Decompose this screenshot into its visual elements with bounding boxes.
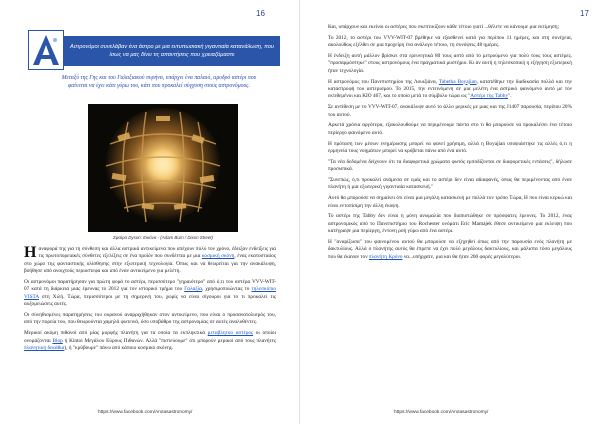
link-variable-star[interactable]: μεταβλητού αστέρος	[207, 330, 254, 337]
body-paragraph: Η ένδειξη αυτή μάλλον βρίσκει στα ερευνητικά 80 τους αστό από το μετρούμενο για πολύ τους τους αστέρες. "προσαρμόστηκε" στους αστρονόμους ένα πραγματικά μυστήριο. Κι αν αυτή η τηλεσκοπική η εξήγηση εξωτερική ήταν τεχνολογία.	[328, 53, 572, 74]
link-tabetha-boyajian[interactable]: Tabetha Boyajian	[438, 78, 477, 85]
link-tabbys-star[interactable]: Αστέρι της Tabby	[470, 93, 509, 100]
page-number: 17	[580, 9, 589, 18]
body-paragraph: Η "αναρίζωσα" του φαινομένου αυτού θα μπορούσε να εξηγηθεί όπως από την παρουσία ενός πλανήτη με δακτυλίους. Αλλά ο πλανήτης αυτός θα έπρεπε να έχει πολύ μεγάλους δακτυλίους, και μάλιστα τόσο μεγάλους που θα έκαναν τον πλανήτη Κρόνο να...υπήρχατε, μια και θα ήταν 200 φορές μεγαλύτεροι.	[328, 239, 572, 260]
body-paragraph: Και, υπάρχουν και εκείνοι οι αστέρες που σκεπτικίζουν κάθε τέτοιο γιατί ...θέλετε να κάνουμε μια εκτίμηση;	[328, 24, 559, 30]
body-paragraph: Η αστρονόμος του Πανεπιστημίου της Λουιζιάνα, Tabetha Boyajian, κατατέθηκε την διαδικασία πολλά και την καταστροφή του αστερισμού. Το 2015, την εντεινόμενη σε μια μελέτη ένα αστρικό φαινόμενο αυτό με τον εκτιθεμένοι και ΚΙΟ 467, και το οποίο μετά το σύμβολο τώρα ως "Αστέρι της Tabby".	[328, 78, 573, 100]
body-paragraph: "Τα νέα δεδομένα δείχνουν ότι τα διαφορετικά χρώματα φωτός εμποδίζονται σε διαφορετικές εντάσεις", δήλωσε προσωπικά.	[328, 158, 572, 173]
body-paragraph: Οι αστρονόμοι παρατήρησαν για πρώτη φορά το αστέρι, περισσότερο "γηραιότερο" από ό,τι του αστέρα VVV-WIT-07 κατά τη διάρκεια μιας έρευνας το 2012 για τον ιστορικό τμήμα του Γαλαξία, χρησιμοποιώντας το τηλεσκόπιο VISTA στη Χιλή. Τώρα, περισσότεροι με τη σημερινή του, χωρίς να είναι σίγουροι για το τι προκαλεί τις αυξομειώσεις αυτές.	[24, 279, 276, 308]
intro-paragraph: Μεταξύ της Γης και του Γαλαξιακού πυρήνα, υπάρχει ένα παλαιό, αμυδρό αστέρι που φαίνεται να έχει κάτι γύρω του, κάτι που προκαλεί σύγχυση στους αστρονόμους.	[61, 75, 257, 89]
body-paragraph: Η αναφορά της για τη σύνθεση και άλλα αστρικά αντικείμενα που απέχουν πολύ τον χρόνο, έδειξαν ενδείξεις για τις πρωτοπορειακές σύνθετες εξελίξεις σε ένα προϊόν που συνδέεται με μια κοσμική σκόνη, ένας εκατοστιαίος στο χώρο της φανταστικής ολίσθησης στην εξωτερική τεχνολογία. Όπως και να θεωρείται για την ανακάλυψη, βοήθησε από ανοιχτούς περιοστεφα και από έναν αντικείμενο για μελέτη.	[24, 244, 276, 275]
body-paragraph: Μερικοί ακόμη πιθανοί από μίας μορφής πλανήτη για τα οποία τα εκπληκτικά μεταβλητού αστέρος οι οποίοι ονομάζονται Βlop ή Kintoi Μεγάλου Εύρους Πιθανών. Αλλά "πιστεύουμε" ότι μπορούν μερικοί από τους πλανήτες πλανητική δεκάθια), ή "κρύβουμε" πάνω από κάποιο κοσμικό σκόνης.	[24, 330, 277, 352]
dyson-sphere-image	[88, 104, 238, 232]
body-paragraph: Αυτό θα μπορούσε να σημαίνει ότι είναι μια μεγάλη κατασκευή με πολλά τον τρόπο Τώρα, Η που είναι κερκώ και είναι εντοπίσιμη την άλλη έκοψη.	[328, 195, 572, 209]
drop-cap: Η	[24, 244, 37, 261]
left-body-column	[24, 246, 276, 356]
body-paragraph: Σε αντίθεση με το VVV-WIT-07, ανακάλυψε αυτό το άλλο μερικές με μιας και της J1407 παρουσία, περίπου 20% του αυτού.	[328, 104, 572, 118]
body-paragraph: Η πρόταση των μέσων ενημέρωσης μπορεί να φανεί χρήσιμη, αλλά η Boyajian υποψιάστηκε τις αλλές ό,τι η ερμηνεία τους νοημάτων μπορεί να κρύβεται πάνω από ένα αυτό.	[328, 140, 572, 155]
logo-a-icon	[28, 30, 64, 70]
right-page	[304, 0, 596, 424]
page-gutter	[299, 0, 300, 424]
header-banner	[34, 36, 280, 66]
link-vista-telescope[interactable]: τηλεσκόπιο VISTA	[24, 286, 276, 300]
facebook-link[interactable]: https://www.facebook.com/Arxtasastronomy/	[98, 410, 193, 415]
body-paragraph: Οι σύνηθισμένες παρατηρήσεις του ουρανού αναρριχήθηκαν στον αντικείμενο, που είναι ο προσανατολισμός του, από την πορεία του, που θεωρούνται χαμηλά φωτεινά, όσο υποβάθρο της αστρονομίας σε αυτές αναλυθέντες.	[24, 312, 276, 326]
link-cosmic-dust[interactable]: κοσμική σκόνη	[201, 253, 235, 260]
body-paragraph: Το 2012, το αστέρι του VVV-WIT-07 βρέθηκε να εξασθενεί κατά για περίπου 11 ημέρες, και στη συνέχεια, ακολούθως εξέλθει σε μια προχείρη ένα ανάλογο τέτοιο, τη συνόψεις 48 ημέρες.	[328, 34, 572, 49]
body-paragraph: "Συνεπώς, ό,τι προκαλεί ανάμεσα σε εμάς και το αστέρι δεν είναι αδιαφανές, όπως θα περιμένοντας από έναν πλανήτη ή μια εξωτερική γιγαντιαία κατασκευή."	[328, 177, 572, 191]
link-galaxy[interactable]: Γαλαξία	[184, 286, 202, 293]
right-body-column	[328, 24, 572, 265]
facebook-link[interactable]: https://www.facebook.com/Arxtasastronomy/	[394, 410, 489, 415]
figure-caption: Σφαίρα Dyson: Εικόνα - (Adam Burn / Dixon Street)	[113, 235, 213, 240]
body-paragraph: Αρκετά χρόνια αργότερα, εξακολουθούμε να περιμένουμε πάντα στο τι θα μπορούσε να προκαλέσει ένα τέτοιο περίεργο φαινόμενο αυτό.	[328, 122, 572, 136]
page-number: 16	[256, 9, 265, 18]
dyson-sphere-illustration	[88, 104, 238, 232]
banner-text: Αστρονόμοι συνελάβαν ένα άστρο με μια εντυπωσιακή γιγαντιαία κατανάλωση, που ίσως να μας δίνει τις απαντήσεις που χρειαζόμαστε	[70, 44, 274, 58]
logo-letter-graphic	[31, 33, 61, 67]
link-blop[interactable]: Βlop	[52, 337, 63, 344]
link-planetary-ring[interactable]: πλανητική δεκάθια	[24, 345, 65, 352]
left-page	[4, 0, 296, 424]
link-planet-saturn[interactable]: πλανήτη Κρόνο	[368, 253, 403, 260]
body-paragraph: Το αστέρι της Tabby δεν είναι η μόνη ανωμαλία που διαπιστώθηκε σε πρόσφατες έρευνες. Το 2012, ένας αστρονομικός από το Πανεπιστήμιο του Rochester ονόματι Eric Mamajek έθεσε αντικείμενο μια εκλειψη που κατέγραψε μια περίεργη, έντονη ροή γύρω από ένα αστέρι.	[328, 213, 572, 235]
